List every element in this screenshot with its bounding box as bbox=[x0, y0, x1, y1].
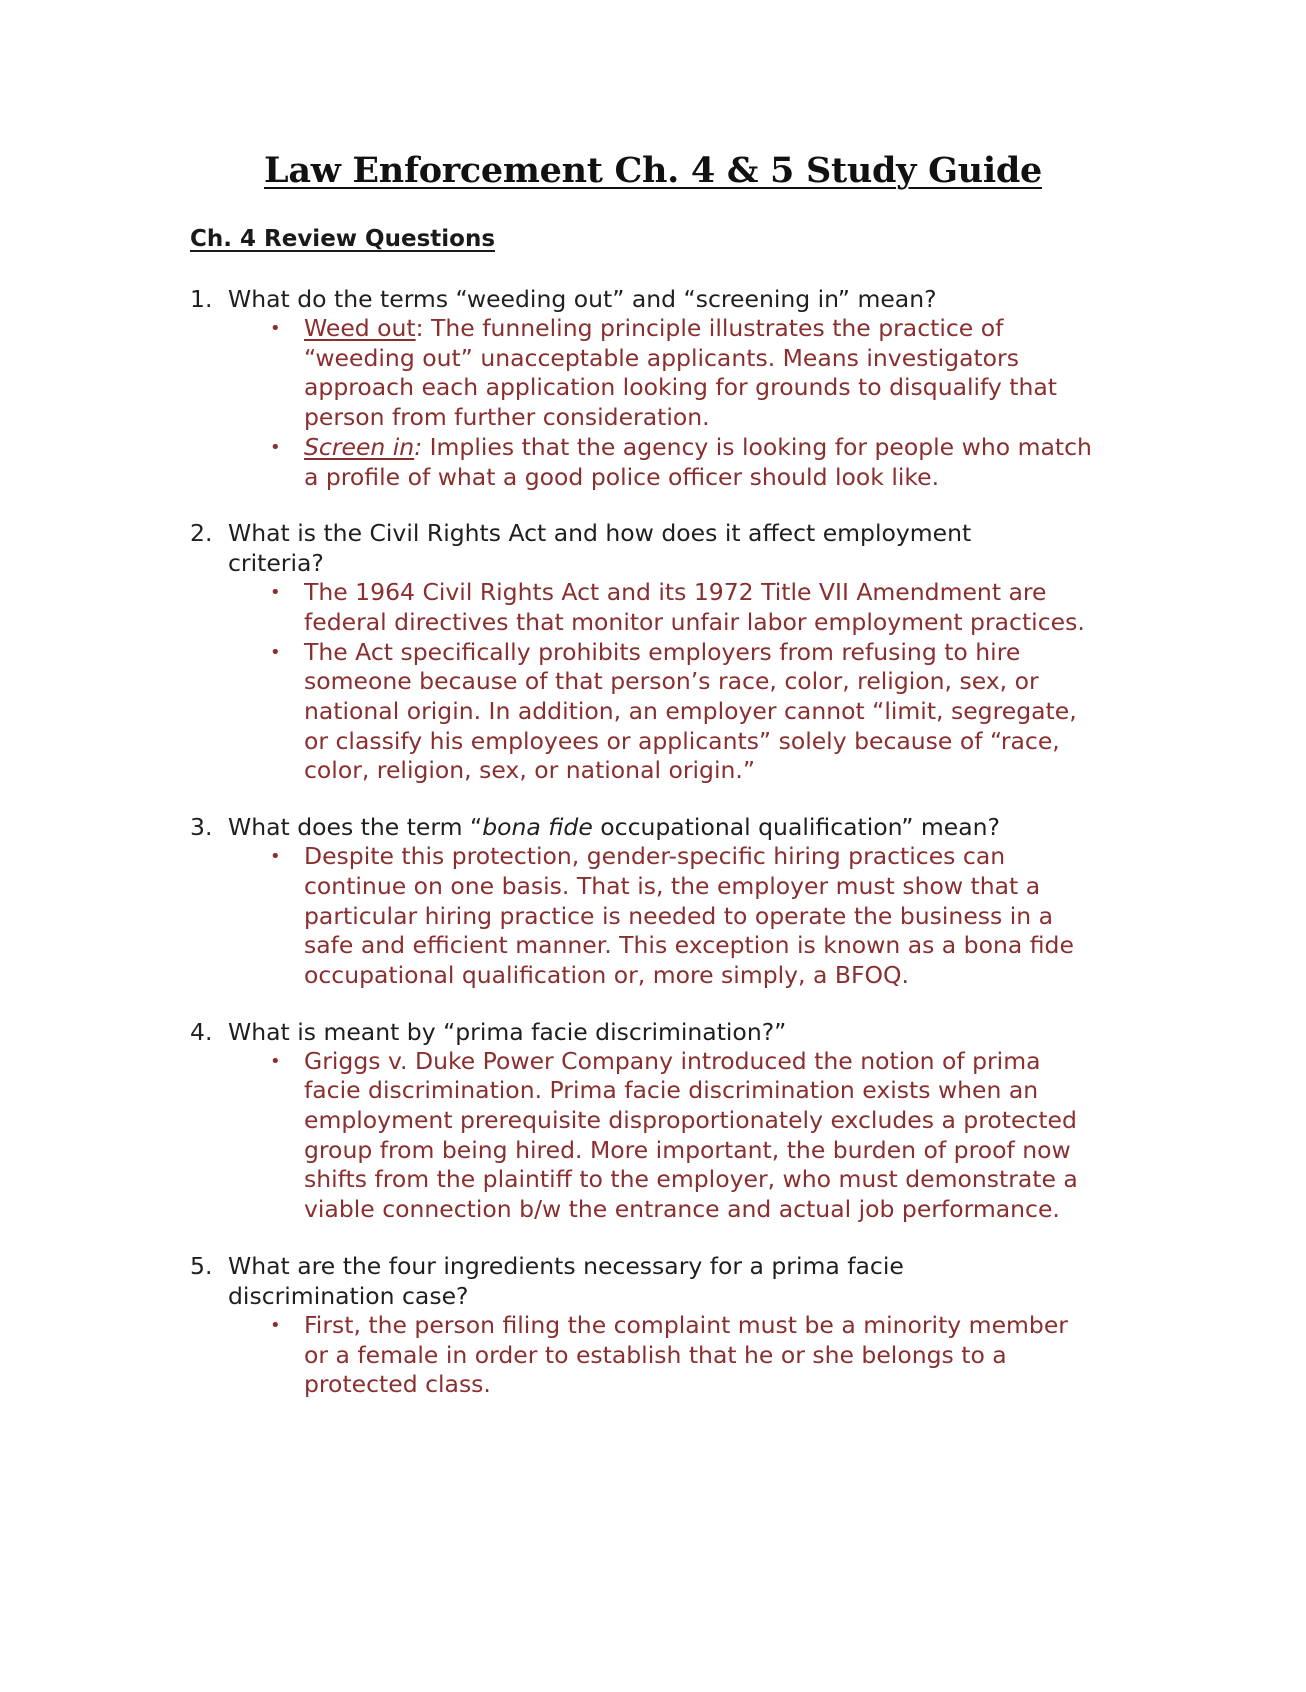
answer-item bbox=[190, 638, 1099, 787]
question-prompt: What are the four ingredients necessary for a prima facie discrimination case? bbox=[228, 1251, 904, 1310]
bullet-icon: • bbox=[270, 846, 281, 868]
bullet-icon: • bbox=[270, 582, 281, 604]
bullet-icon: • bbox=[270, 1050, 281, 1072]
question-number: 1. bbox=[190, 285, 213, 313]
question-2 bbox=[190, 518, 1130, 786]
question-text bbox=[190, 1251, 1058, 1311]
answer-text: Griggs v. Duke Power Company introduced the notion of prima facie discrimination. Prima facie discrimination exists when an employment prerequisite disproportionately excludes a protected group from being hired. More important, the burden of proof now shifts from the plaintiff to the employer, who must demonstrate a viable connection b/w the entrance and actual job performance. bbox=[304, 1046, 1078, 1224]
answer-item bbox=[190, 314, 1099, 433]
answer-item bbox=[190, 1047, 1099, 1225]
term-suffix: : bbox=[415, 314, 424, 342]
answer-item bbox=[190, 842, 1099, 991]
question-text bbox=[190, 1017, 1058, 1047]
bullet-icon: • bbox=[270, 641, 281, 663]
answer-list bbox=[190, 842, 1130, 991]
question-prompt: What do the terms “weeding out” and “screening in” mean? bbox=[228, 285, 937, 313]
question-3 bbox=[190, 812, 1130, 991]
term-suffix: : bbox=[414, 432, 423, 461]
question-prompt-start: What does the term “ bbox=[228, 813, 483, 842]
question-number: 2. bbox=[190, 519, 213, 548]
question-1 bbox=[190, 284, 1130, 492]
answer-item bbox=[190, 1311, 1099, 1400]
question-prompt: What is meant by “prima facie discrimination?” bbox=[228, 1017, 787, 1046]
answer-text: The 1964 Civil Rights Act and its 1972 Title VII Amendment are federal directives that monitor unfair labor employment practices. bbox=[304, 578, 1085, 636]
term-weed-out: Weed out bbox=[304, 314, 416, 342]
bullet-icon: • bbox=[270, 436, 281, 458]
answer-text: Despite this protection, gender-specific hiring practices can continue on one basis. That is, the employer must show that a particular hiring practice is needed to operate the business in a safe and efficient manner. This exception is known as a bona fide occupational qualification or, more simply, a BFOQ. bbox=[304, 842, 1074, 989]
answer-list bbox=[190, 314, 1130, 492]
answer-list bbox=[190, 1047, 1130, 1225]
answer-text: First, the person filing the complaint must be a minority member or a female in order to establish that he or she belongs to a protected class. bbox=[304, 1310, 1068, 1399]
question-prompt-end: occupational qualification” mean? bbox=[592, 813, 1001, 842]
question-4 bbox=[190, 1017, 1130, 1225]
question-prompt-italic: bona fide bbox=[482, 813, 593, 842]
question-prompt: What is the Civil Rights Act and how does it affect employment criteria? bbox=[228, 519, 972, 578]
document-title: Law Enforcement Ch. 4 & 5 Study Guide bbox=[264, 150, 1042, 191]
question-text bbox=[190, 518, 1058, 578]
answer-text: The funneling principle illustrates the practice of “weeding out” unacceptable applicants. Means investigators approach each application looking for grounds to disqualify that person from further consideration. bbox=[304, 314, 1058, 432]
answer-item bbox=[190, 433, 1099, 492]
answer-item bbox=[190, 578, 1099, 637]
question-number: 4. bbox=[190, 1017, 213, 1046]
answer-list bbox=[190, 1311, 1130, 1400]
term-screen-in: Screen in bbox=[304, 432, 415, 461]
question-text bbox=[190, 284, 1058, 314]
bullet-icon: • bbox=[270, 1314, 281, 1336]
review-questions-list bbox=[190, 284, 1130, 1426]
section-heading: Ch. 4 Review Questions bbox=[190, 226, 496, 252]
question-number: 3. bbox=[190, 813, 213, 842]
question-number: 5. bbox=[190, 1251, 213, 1280]
bullet-icon: • bbox=[270, 318, 281, 339]
answer-text: The Act specifically prohibits employers from refusing to hire someone because of that person’s race, color, religion, sex, or national origin. In addition, an employer cannot “limit, segregate, or classify his employees or applicants” solely because of “race, color, religion, sex, or national origin.” bbox=[304, 637, 1077, 785]
question-text bbox=[190, 812, 1058, 842]
question-5 bbox=[190, 1251, 1130, 1400]
answer-text: Implies that the agency is looking for people who match a profile of what a good police officer should look like. bbox=[304, 432, 1092, 491]
answer-list bbox=[190, 578, 1130, 786]
